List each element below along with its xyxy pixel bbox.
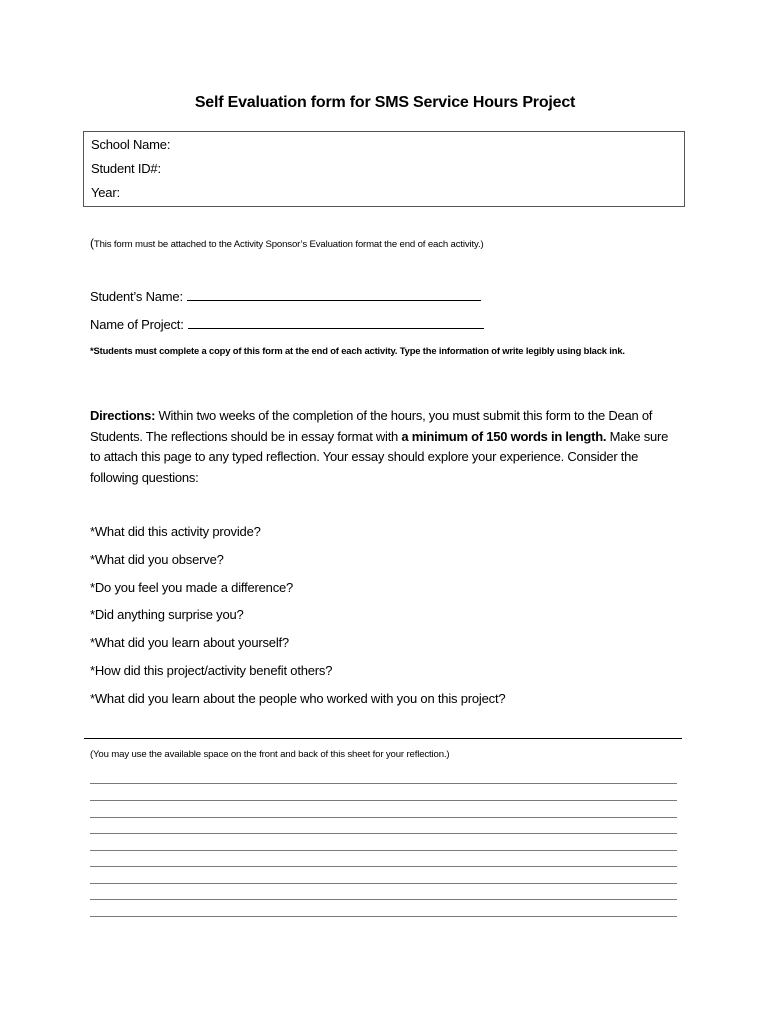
copy-instruction-note: *Students must complete a copy of this form at the end of each activity. Type the information of write legibly using black ink.	[90, 345, 625, 356]
attachment-note-text: This form must be attached to the Activity Sponsor’s Evaluation format the end of each activity.)	[93, 239, 484, 250]
reflection-space-note: (You may use the available space on the front and back of this sheet for your reflection.)	[90, 749, 450, 760]
reflection-writing-line[interactable]	[90, 833, 677, 834]
school-info-box	[83, 131, 685, 207]
student-name-blank[interactable]	[187, 299, 481, 301]
directions-paragraph	[90, 406, 680, 488]
question-item: *Do you feel you made a difference?	[90, 580, 294, 595]
student-name-label: Student’s Name:	[90, 289, 183, 304]
page-title: Self Evaluation form for SMS Service Hours Project	[194, 94, 576, 111]
directions-text-2: Make sure to attach this page to any typed reflection. Your essay should explore your experience. Consider the following questions:	[90, 428, 669, 485]
project-name-blank[interactable]	[188, 327, 484, 329]
reflection-writing-line[interactable]	[90, 850, 677, 851]
project-name-label: Name of Project:	[90, 317, 184, 332]
question-item: *What did you observe?	[90, 552, 224, 567]
reflection-writing-line[interactable]	[90, 916, 677, 917]
school-name-label: School Name:	[91, 137, 171, 152]
reflection-writing-line[interactable]	[90, 817, 677, 818]
year-label: Year:	[91, 185, 120, 200]
section-divider	[84, 738, 682, 739]
directions-emphasis: a minimum of 150 words in length.	[401, 428, 607, 444]
question-item: *What did you learn about yourself?	[90, 635, 289, 650]
question-item: *What did you learn about the people who worked with you on this project?	[90, 691, 506, 706]
reflection-writing-line[interactable]	[90, 783, 677, 784]
student-id-label: Student ID#:	[91, 161, 161, 176]
attachment-note	[90, 236, 484, 250]
project-name-field	[90, 317, 484, 332]
attachment-note-paren: (	[90, 236, 94, 250]
question-item: *How did this project/activity benefit others?	[90, 663, 333, 678]
reflection-writing-line[interactable]	[90, 800, 677, 801]
question-item: *Did anything surprise you?	[90, 607, 244, 622]
reflection-writing-line[interactable]	[90, 866, 677, 867]
reflection-writing-line[interactable]	[90, 883, 677, 884]
student-name-field	[90, 289, 481, 304]
directions-label: Directions:	[90, 408, 156, 423]
directions-text-1: Within two weeks of the completion of the hours, you must submit this form to the Dean of Students. The reflections should be in essay format with	[90, 408, 653, 444]
reflection-writing-line[interactable]	[90, 899, 677, 900]
question-item: *What did this activity provide?	[90, 524, 261, 539]
